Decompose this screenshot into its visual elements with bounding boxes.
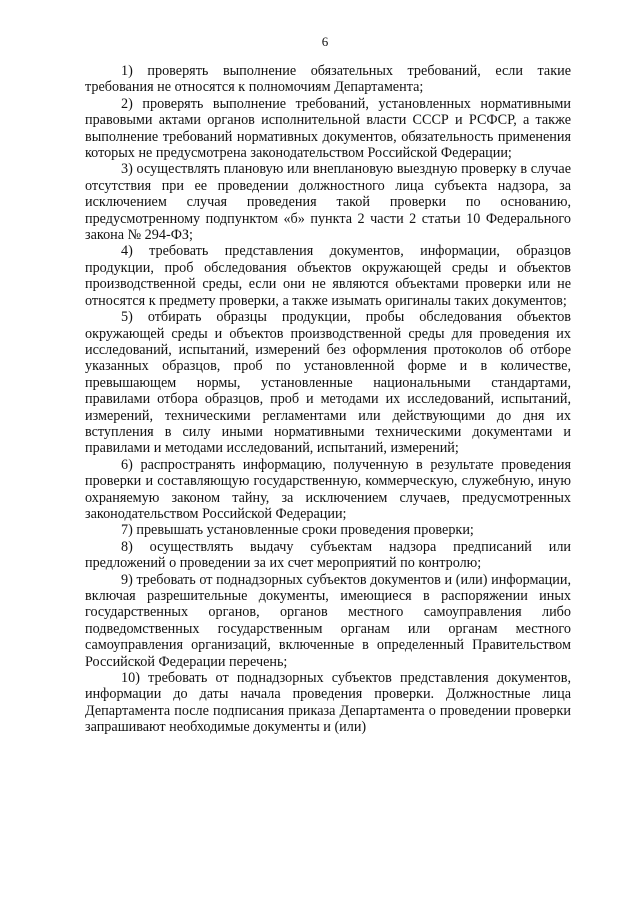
- document-body: [85, 63, 571, 736]
- paragraph-item-3: 3) осуществлять плановую или внеплановую выездную проверку в случае отсутствия при ее проведении должностного лица субъекта надзора, за исключением случая проведения такой проверки по основанию, предусмотренному подпунктом «б» пункта 2 части 2 статьи 10 Федерального закона № 294-ФЗ;: [85, 161, 571, 244]
- paragraph-item-4: 4) требовать представления документов, информации, образцов продукции, проб обследования объектов окружающей среды и объектов производственной среды, если они не являются объектами проверки или не относятся к предмету проверки, а также изымать оригиналы таких документов;: [85, 243, 571, 309]
- paragraph-item-1: 1) проверять выполнение обязательных требований, если такие требования не относятся к полномочиям Департамента;: [85, 63, 571, 96]
- paragraph-item-8: 8) осуществлять выдачу субъектам надзора предписаний или предложений о проведении за их счет мероприятий по контролю;: [85, 538, 571, 572]
- paragraph-item-2: 2) проверять выполнение требований, установленных нормативными правовыми актами органов исполнительной власти СССР и РСФСР, а также выполнение требований нормативных документов, обязательность применения которых не предусмотрена законодательством Российской Федерации;: [85, 95, 571, 162]
- paragraph-item-7: 7) превышать установленные сроки проведения проверки;: [121, 522, 474, 539]
- paragraph-item-9: 9) требовать от поднадзорных субъектов документов и (или) информации, включая разрешительные документы, имеющиеся в распоряжении иных государственных органов, органов местного самоуправления либо подведомственных государственным органам или органам местного самоуправления организаций, включенные в определенный Правительством Российской Федерации перечень;: [85, 571, 571, 670]
- page-number: 6: [321, 34, 329, 49]
- paragraph-item-5: 5) отбирать образцы продукции, пробы обследования объектов окружающей среды и объектов производственной среды для проведения их исследований, испытаний, измерений без оформления протоколов об отборе указанных образцов, проб по установленной форме и в количестве, превышающем нормы, установленные национальными стандартами, правилами отбора образцов, проб и методами их исследований, испытаний, измерений, техническими регламентами или действующими до дня их вступления в силу иными нормативными техническими документами и правилами и методами исследований, испытаний, измерений;: [85, 309, 571, 457]
- paragraph-item-10: 10) требовать от поднадзорных субъектов представления документов, информации до даты начала проведения проверки. Должностные лица Департамента после подписания приказа Департамента о проведении проверки запрашивают необходимые документы и (или): [85, 670, 571, 736]
- paragraph-item-6: 6) распространять информацию, полученную в результате проведения проверки и составляющую государственную, коммерческую, служебную, иную охраняемую законом тайну, за исключением случаев, предусмотренных законодательством Российской Федерации;: [85, 456, 571, 522]
